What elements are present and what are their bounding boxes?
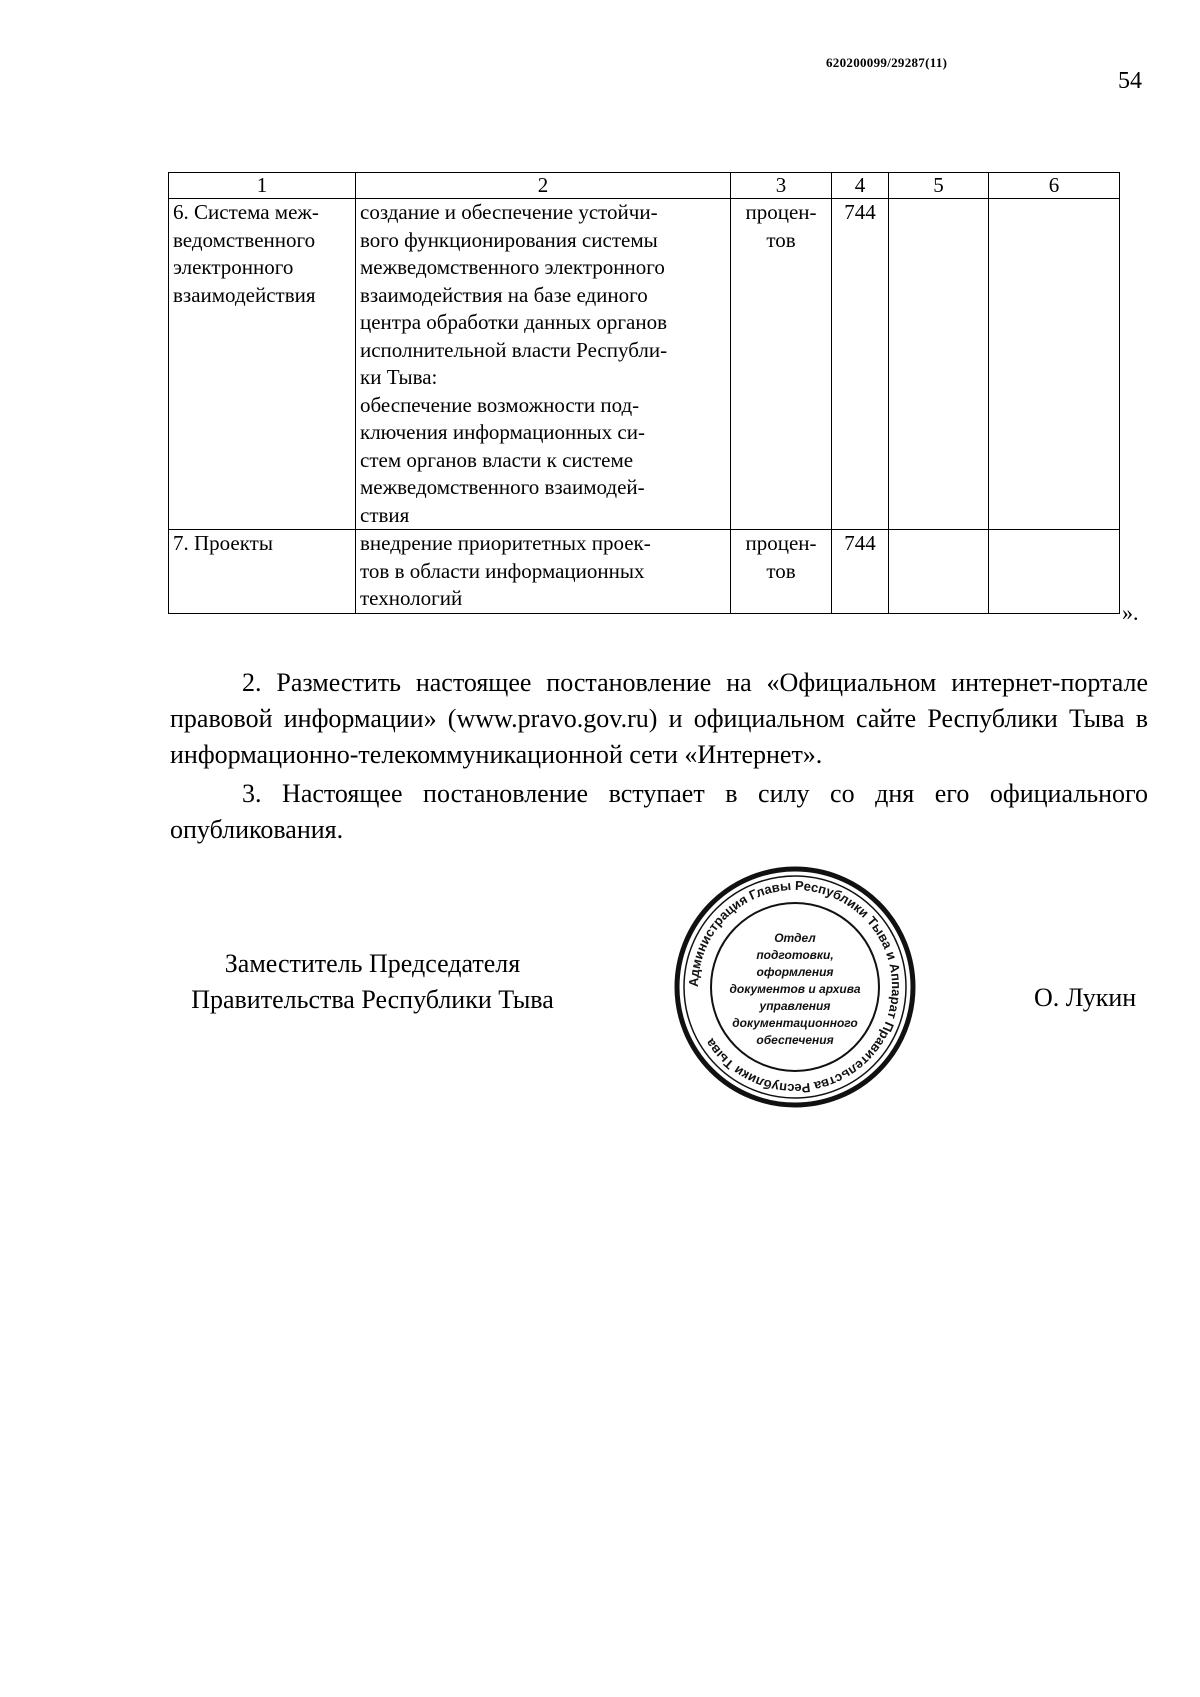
column-number: 2: [356, 173, 731, 199]
row-col5: [889, 199, 989, 530]
closing-quote: ».: [1122, 600, 1139, 625]
document-number: 620200099/29287(11): [826, 55, 948, 70]
seal-inner-line: обеспечения: [756, 1033, 834, 1047]
column-number: 5: [889, 173, 989, 199]
signatory-title-line2: Правительства Республики Тыва: [191, 985, 554, 1014]
seal-inner-line: документационного: [732, 1016, 858, 1030]
table-row: [169, 530, 1120, 614]
row-name: 6. Система меж- ведомственного электронного взаимодействия: [169, 199, 356, 530]
row-description: создание и обеспечение устойчи- вого функционирования системы межведомственного электронного взаимодействия на базе единого центра обработки данных органов исполнительной власти Республи- ки Тыва: обеспечение возможности под- ключения информационных си- стем органов власти к системе межведомственного взаимодей- ствия: [356, 199, 731, 530]
row-code: 744: [832, 199, 889, 530]
seal-inner-line: документов и архива: [729, 982, 861, 996]
table-row: [169, 199, 1120, 530]
official-seal: [670, 862, 920, 1112]
row-col6: [989, 199, 1120, 530]
row-col5: [889, 530, 989, 614]
page-number: 54: [1118, 68, 1142, 94]
paragraph-3: 3. Настоящее постановление вступает в силу со дня его официального опубликования.: [170, 779, 1148, 844]
row-description: внедрение приоритетных проек- тов в области информационных технологий: [356, 530, 731, 614]
column-number: 6: [989, 173, 1120, 199]
signatory-name: О. Лукин: [1034, 983, 1137, 1012]
seal-inner-line: Отдел: [774, 931, 816, 945]
signatory-title-line1: Заместитель Председателя: [224, 949, 521, 978]
row-unit: процен- тов: [731, 199, 832, 530]
seal-outer-text: Администрация Главы Республики Тыва и Аппарат Правительства Республики Тыва: [685, 877, 905, 1097]
table-header-row: [169, 173, 1120, 199]
seal-inner-line: оформления: [756, 965, 834, 979]
signatory-title: [170, 946, 575, 1018]
column-number: 3: [731, 173, 832, 199]
row-col6: [989, 530, 1120, 614]
row-code: 744: [832, 530, 889, 614]
seal-inner-line: управления: [759, 999, 831, 1013]
seal-inner-line: подготовки,: [756, 948, 834, 962]
indicators-table: [168, 172, 1120, 614]
column-number: 4: [832, 173, 889, 199]
row-name: 7. Проекты: [169, 530, 356, 614]
paragraph-2: 2. Разместить настоящее постановление на «Официальном интернет-портале правовой информации» (www.pravo.gov.ru) и официальном сайте Республики Тыва в информационно-телекоммуникационной сети «Интернет».: [170, 668, 1148, 769]
row-unit: процен- тов: [731, 530, 832, 614]
column-number: 1: [169, 173, 356, 199]
